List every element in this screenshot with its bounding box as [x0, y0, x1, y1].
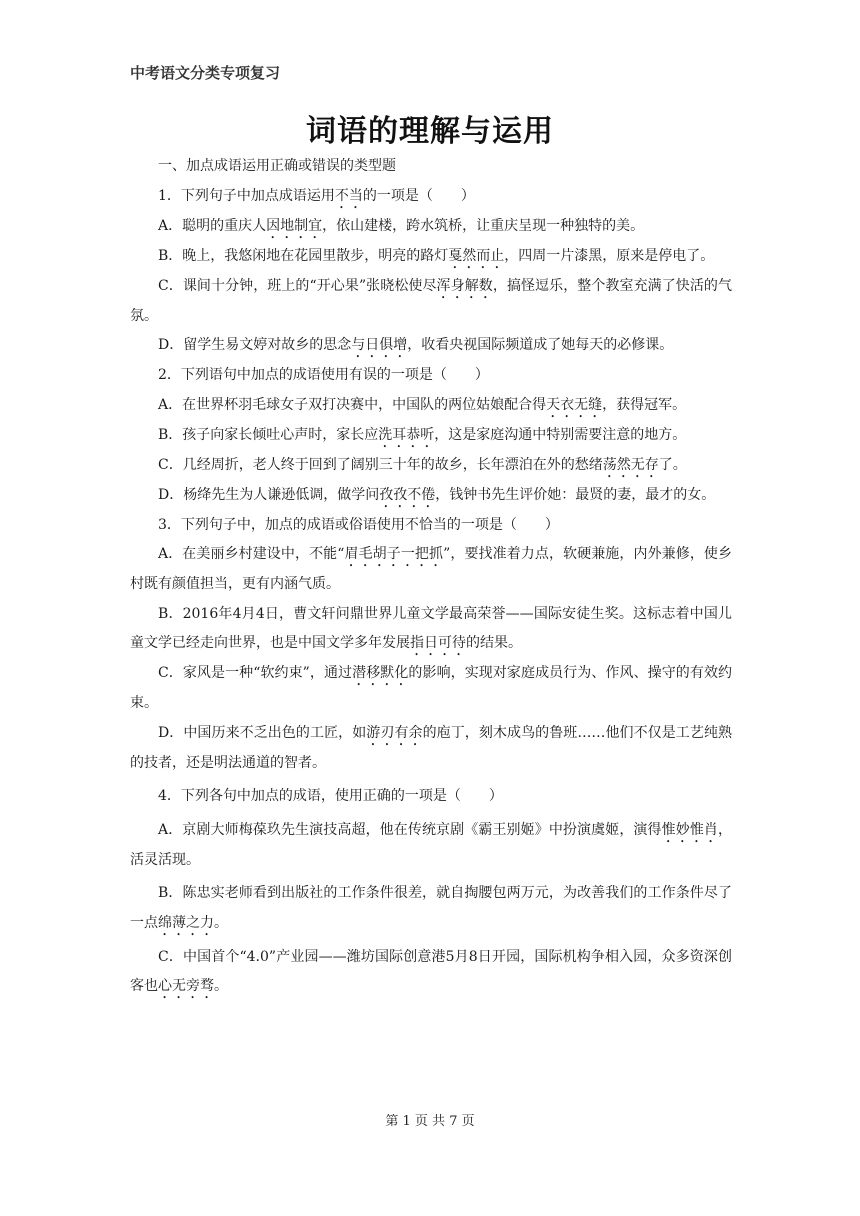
text-segment: A．在世界杯羽毛球女子双打决赛中，中国队的两位姑娘配合得	[158, 396, 547, 413]
answer-option	[130, 540, 732, 600]
answer-option	[130, 212, 732, 242]
question-list	[130, 182, 732, 1003]
answer-option	[130, 943, 732, 1003]
text-segment: ，四周一片漆黑，原来是停电了。	[504, 247, 715, 264]
text-segment: 的影响，实现对家庭成员行为、作风、操守的有效约束。	[130, 665, 733, 711]
text-segment: D．杨绛先生为人谦逊低调，做学问	[158, 486, 380, 503]
text-segment: 了。	[658, 456, 687, 473]
answer-option	[130, 421, 732, 451]
answer-option	[130, 719, 732, 779]
text-segment: A．在美丽乡村建设中，不能“	[158, 546, 345, 562]
answer-option	[130, 331, 732, 361]
dotted-idiom: 心无旁骛	[158, 978, 214, 994]
answer-option	[130, 391, 732, 421]
section-heading: 一、加点成语运用正确或错误的类型题	[158, 158, 396, 174]
text-segment: 。	[214, 914, 228, 931]
text-segment: ，钱钟书先生评价她：最贤的妻，最才的女。	[435, 486, 716, 503]
dotted-idiom: 惟妙惟肖	[661, 821, 719, 838]
text-segment: 4．下列各句中加点的成语，使用正确的一项是（ ）	[158, 788, 503, 804]
text-segment: ，活灵活现。	[130, 821, 733, 868]
text-segment: ，这是家庭沟通中特别需要注意的地方。	[434, 426, 687, 443]
dotted-idiom: 戛然而止	[448, 247, 505, 264]
dotted-idiom: 孜孜不倦	[379, 486, 436, 503]
text-segment: B．陈忠实老师看到出版社的工作条件很差，就自掏腰包两万元，为改善我们的工作条件尽了一点	[130, 885, 732, 931]
answer-option	[130, 242, 732, 272]
text-segment: C．中国首个“4.0”产业园——潍坊国际创意港5月8日开园，国际机构争相入园，众多资深创客也	[130, 948, 732, 994]
text-segment: B．晚上，我悠闲地在花园里散步，明亮的路灯	[158, 247, 449, 264]
dotted-idiom: 绵薄之力	[158, 914, 214, 931]
page-footer: 第 1 页 共 7 页	[385, 1114, 475, 1129]
dotted-idiom: 天衣无缝	[546, 396, 603, 413]
text-segment: D．留学生易文婷对故乡的思念	[158, 337, 352, 353]
document-title: 词语的理解与运用	[306, 114, 554, 149]
text-segment: D．中国历来不乏出色的工匠，如	[158, 724, 367, 741]
dotted-idiom: 眉毛胡子一把抓	[344, 546, 444, 562]
text-segment: ，获得冠军。	[602, 396, 687, 413]
text-segment: 的结果。	[466, 635, 522, 651]
text-segment: C．家风是一种“软约束”，通过	[158, 665, 353, 681]
text-segment: 2．下列语句中加点的成语使用有误的一项是（ ）	[158, 367, 489, 383]
text-segment: B．2016年4月4日，曹文轩问鼎世界儿童文学最高荣誉——国际安徒生奖。这标志着中国儿童文学已经走向世界，也是中国文学多年发展	[130, 605, 732, 651]
text-segment: C．几经周折，老人终于回到了阔别三十年的故乡，长年漂泊在外的愁绪	[158, 456, 603, 473]
text-segment: A．京剧大师梅葆玖先生演技高超，他在传统京剧《霸王别姬》中扮演虞姬，演得	[158, 821, 662, 838]
document-header: 中考语文分类专项复习	[130, 64, 281, 82]
answer-option	[130, 659, 732, 719]
text-segment: C．课间十分钟，班上的“开心果”张晓松使尽	[158, 277, 437, 294]
text-segment: 3．下列句子中，加点的成语或俗语使用不恰当的一项是（ ）	[158, 516, 559, 533]
dotted-idiom: 洗耳恭听	[378, 426, 435, 443]
dotted-idiom: 潜移默化	[352, 665, 409, 681]
text-segment: A．聪明的重庆人	[158, 217, 267, 234]
question-stem	[130, 782, 732, 812]
text-segment: ”，要找准着力点，软硬兼施，内外兼修，使乡村既有颜值担当，更有内涵气质。	[130, 546, 733, 592]
text-segment: ，搞怪逗乐，整个教室充满了快活的气氛。	[130, 277, 733, 324]
answer-option	[130, 816, 732, 876]
question-stem	[130, 182, 732, 212]
text-segment: 的一项是（ ）	[362, 187, 475, 204]
text-segment: 1．下列句子中加点成语运用	[158, 187, 335, 204]
text-segment: 。	[214, 978, 228, 994]
dotted-idiom: 因地制宜	[266, 217, 323, 234]
answer-option	[130, 451, 732, 481]
question-stem	[130, 511, 732, 541]
dotted-idiom: 游刃有余	[366, 724, 423, 741]
dotted-idiom: 不当	[334, 187, 363, 204]
dotted-idiom: 浑身解数	[436, 277, 493, 294]
text-segment: ，收看央视国际频道成了她每天的必修课。	[407, 337, 674, 353]
answer-option	[130, 600, 732, 660]
dotted-idiom: 与日俱增	[351, 337, 408, 353]
answer-option	[130, 481, 732, 511]
document-body	[130, 152, 732, 1002]
answer-option	[130, 272, 732, 332]
dotted-idiom: 指日可待	[410, 635, 466, 651]
text-segment: 的庖丁，刻木成鸟的鲁班……他们不仅是工艺纯熟的技者，还是明法通道的智者。	[130, 724, 733, 771]
question-stem	[130, 361, 732, 391]
answer-option	[130, 879, 732, 939]
dotted-idiom: 荡然无存	[602, 456, 659, 473]
text-segment: ，依山建楼，跨水筑桥，让重庆呈现一种独特的美。	[322, 217, 645, 234]
text-segment: B．孩子向家长倾吐心声时，家长应	[158, 426, 379, 443]
